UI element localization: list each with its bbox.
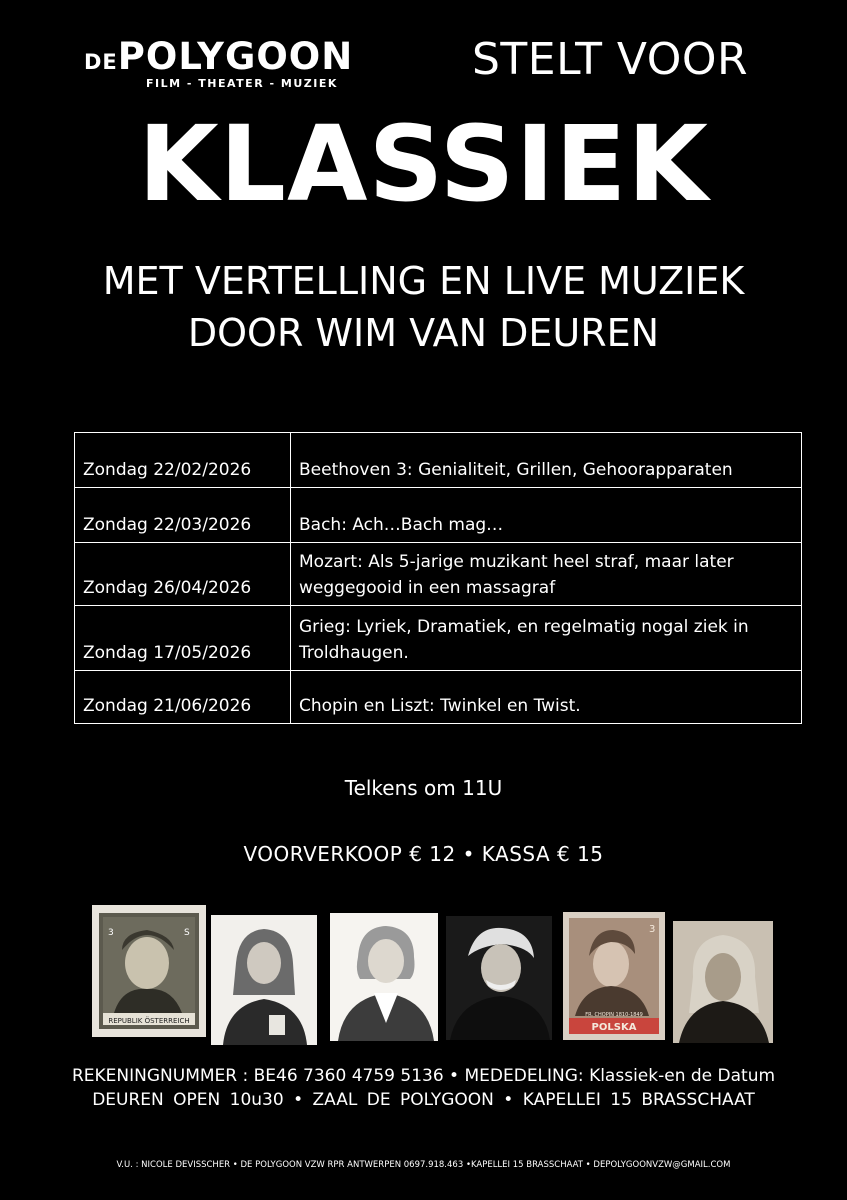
logo-tagline: FILM - THEATER - MUZIEK [146,77,338,90]
schedule-topic: Beethoven 3: Genialiteit, Grillen, Gehoorapparaten [291,433,802,488]
schedule-date: Zondag 26/04/2026 [75,543,291,606]
poland-stamp-label: POLSKA [591,1022,637,1033]
schedule-topic: Bach: Ach…Bach mag… [291,488,802,543]
beethoven-stamp-image [92,905,206,1037]
austria-stamp-label: REPUBLIK ÖSTERREICH [108,1017,190,1025]
time-text: Telkens om 11U [344,776,503,800]
schedule-topic: Chopin en Liszt: Twinkel en Twist. [291,671,802,724]
table-row [75,606,802,671]
schedule-date: Zondag 21/06/2026 [75,671,291,724]
subtitle-line-1: MET VERTELLING EN LIVE MUZIEK [102,259,745,303]
logo [84,35,414,90]
schedule-topic: Mozart: Als 5-jarige muzikant heel straf, maar later weggegooid in een massagraf [291,543,802,606]
table-row [75,543,802,606]
austria-stamp-value: 3 [108,928,114,938]
table-row [75,488,802,543]
presents-heading: STELT VOOR [472,34,749,85]
poland-stamp-value: 3 [649,924,656,935]
schedule-date: Zondag 22/03/2026 [75,488,291,543]
schedule-table [74,432,802,724]
poland-stamp-name: FR. CHOPIN 1810-1849 [585,1012,643,1018]
logo-name: POLYGOON [117,35,354,78]
account-info: REKENINGNUMMER : BE46 7360 4759 5136 • MEDEDELING: Klassiek-en de Datum [71,1066,776,1086]
grieg-portrait-image [446,916,552,1040]
austria-stamp-currency: S [184,928,190,938]
publisher-footer: V.U. : NICOLE DEVISSCHER • DE POLYGOON VZW RPR ANTWERPEN 0697.918.463 •KAPELLEI 15 BRASSCHAAT • DEPOLYGOONVZW@GMAIL.COM [116,1160,731,1170]
schedule-topic: Grieg: Lyriek, Dramatiek, en regelmatig nogal ziek in Troldhaugen. [291,606,802,671]
table-row [75,671,802,724]
chopin-stamp-image [563,912,665,1040]
page-title: KLASSIEK [138,103,709,225]
subtitle-line-2: DOOR WIM VAN DEUREN [187,311,660,355]
venue-info: DEUREN OPEN 10u30 • ZAAL DE POLYGOON • KAPELLEI 15 BRASSCHAAT [92,1090,755,1110]
logo-prefix: DE [84,50,118,74]
liszt-portrait-image [673,921,773,1043]
table-row [75,433,802,488]
schedule-date: Zondag 22/02/2026 [75,433,291,488]
price-text: VOORVERKOOP € 12 • KASSA € 15 [243,842,604,866]
mozart-portrait-image [330,913,438,1041]
schedule-date: Zondag 17/05/2026 [75,606,291,671]
bach-portrait-image [211,915,317,1045]
